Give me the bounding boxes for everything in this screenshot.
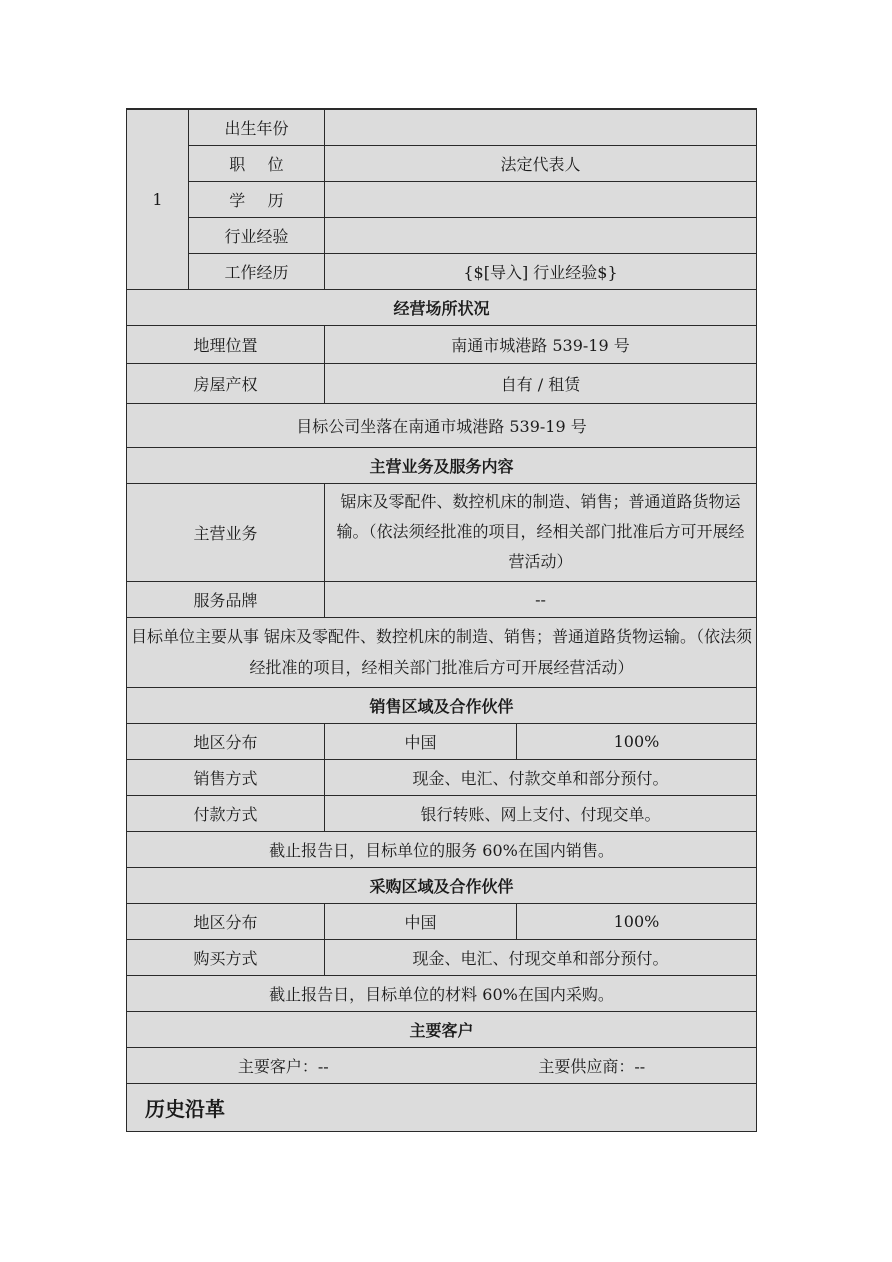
clients-cell — [127, 1047, 757, 1083]
education-label: 学历 — [189, 181, 325, 217]
business-section-title: 主营业务及服务内容 — [127, 447, 757, 483]
row-main-business — [127, 483, 757, 581]
sales-region-label: 地区分布 — [127, 723, 325, 759]
work-history-value: {$[导入] 行业经验$} — [325, 253, 757, 289]
sales-section-title: 销售区域及合作伙伴 — [127, 687, 757, 723]
row-sales-title — [127, 687, 757, 723]
position-value: 法定代表人 — [325, 145, 757, 181]
purchase-method-value: 现金、电汇、付现交单和部分预付。 — [325, 939, 757, 975]
row-birth-year — [127, 109, 757, 145]
row-sales-summary — [127, 831, 757, 867]
row-purchase-method — [127, 939, 757, 975]
ownership-value: 自有 / 租赁 — [325, 363, 757, 403]
brand-label: 服务品牌 — [127, 581, 325, 617]
birth-year-value — [325, 109, 757, 145]
row-clients — [127, 1047, 757, 1083]
row-purchase-summary — [127, 975, 757, 1011]
row-business-summary — [127, 617, 757, 687]
clients-section-title: 主要客户 — [127, 1011, 757, 1047]
purchase-region-value: 中国 — [325, 903, 517, 939]
purchase-method-label: 购买方式 — [127, 939, 325, 975]
payment-method-value: 银行转账、网上支付、付现交单。 — [325, 795, 757, 831]
education-value — [325, 181, 757, 217]
main-suppliers: 主要供应商：-- — [538, 1056, 646, 1076]
work-history-label: 工作经历 — [189, 253, 325, 289]
person-index: 1 — [127, 109, 189, 289]
sales-method-value: 现金、电汇、付款交单和部分预付。 — [325, 759, 757, 795]
main-business-value: 锯床及零配件、数控机床的制造、销售；普通道路货物运输。（依法须经批准的项目，经相关部门批准后方可开展经营活动） — [325, 483, 757, 581]
sales-region-value: 中国 — [325, 723, 517, 759]
row-education — [127, 181, 757, 217]
premises-summary: 目标公司坐落在南通市城港路 539-19 号 — [127, 403, 757, 447]
row-business-title — [127, 447, 757, 483]
purchase-summary: 截止报告日，目标单位的材料 60%在国内采购。 — [127, 975, 757, 1011]
row-location — [127, 325, 757, 363]
row-clients-title — [127, 1011, 757, 1047]
row-brand — [127, 581, 757, 617]
row-premises-summary — [127, 403, 757, 447]
row-purchase-region — [127, 903, 757, 939]
brand-value: -- — [325, 581, 757, 617]
main-business-label: 主营业务 — [127, 483, 325, 581]
company-info-table — [126, 108, 757, 1132]
purchase-region-label: 地区分布 — [127, 903, 325, 939]
row-history — [127, 1083, 757, 1131]
sales-method-label: 销售方式 — [127, 759, 325, 795]
row-sales-region — [127, 723, 757, 759]
location-value: 南通市城港路 539-19 号 — [325, 325, 757, 363]
sales-summary: 截止报告日，目标单位的服务 60%在国内销售。 — [127, 831, 757, 867]
main-customers: 主要客户：-- — [237, 1056, 329, 1076]
position-label: 职位 — [189, 145, 325, 181]
ownership-label: 房屋产权 — [127, 363, 325, 403]
sales-region-share: 100% — [517, 723, 757, 759]
birth-year-label: 出生年份 — [189, 109, 325, 145]
industry-experience-value — [325, 217, 757, 253]
history-title: 历史沿革 — [127, 1083, 757, 1131]
row-work-history — [127, 253, 757, 289]
purchase-region-share: 100% — [517, 903, 757, 939]
row-position — [127, 145, 757, 181]
row-purchase-title — [127, 867, 757, 903]
business-summary: 目标单位主要从事 锯床及零配件、数控机床的制造、销售；普通道路货物运输。（依法须经批准的项目，经相关部门批准后方可开展经营活动） — [127, 617, 757, 687]
industry-experience-label: 行业经验 — [189, 217, 325, 253]
row-industry-experience — [127, 217, 757, 253]
row-payment-method — [127, 795, 757, 831]
row-sales-method — [127, 759, 757, 795]
payment-method-label: 付款方式 — [127, 795, 325, 831]
purchase-section-title: 采购区域及合作伙伴 — [127, 867, 757, 903]
premises-section-title: 经营场所状况 — [127, 289, 757, 325]
row-premises-title — [127, 289, 757, 325]
location-label: 地理位置 — [127, 325, 325, 363]
row-ownership — [127, 363, 757, 403]
